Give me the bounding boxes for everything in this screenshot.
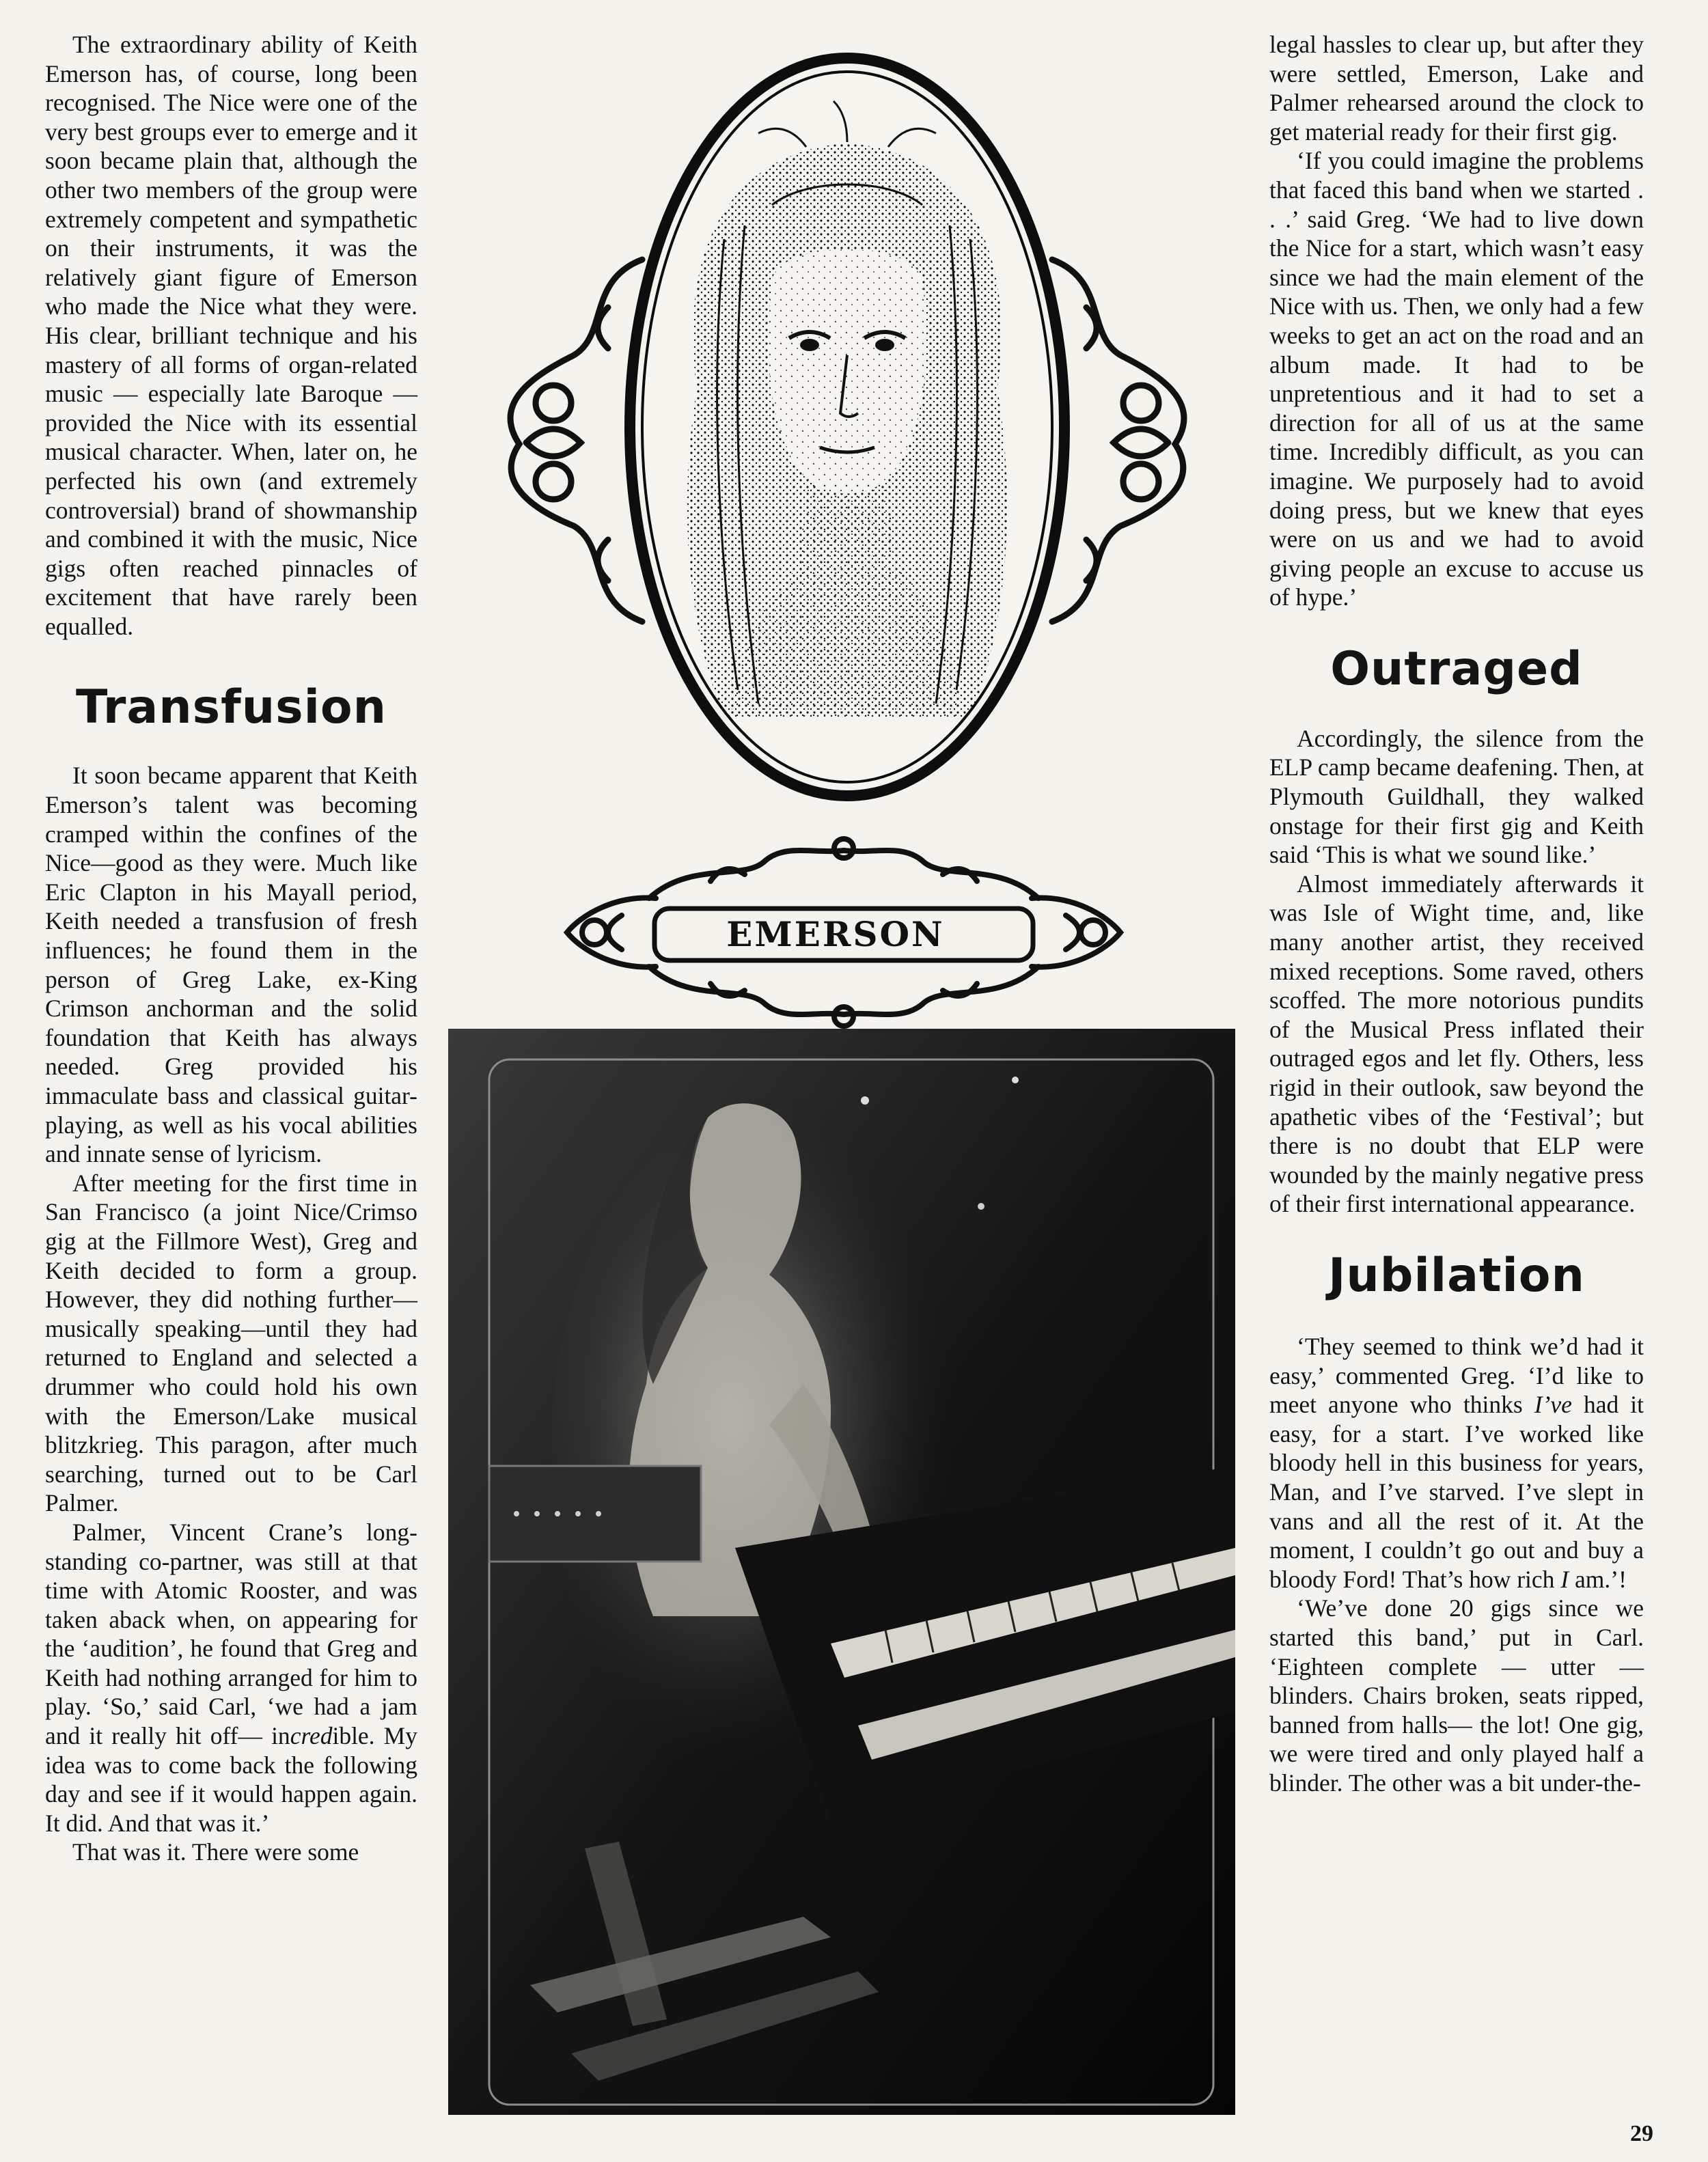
continuation-paragraph-1: legal hassles to clear up, but after they were settled, Emerson, Lake and Palmer rehearsed around the clock to get material ready for their first gig.	[1269, 31, 1644, 145]
continuation-paragraph-2: ‘If you could imagine the problems that faced this band when we started . . .’ said Greg. ‘We had to live down the Nice for a start, which wasn’t easy since we had the main element of the Nice with us. Then, we only had a few weeks to get an act on the road and an album made. It had to be unpretentious and it had to set a direction for all of us at the same time. Incredibly difficult, as you can imagine. We purposely had to avoid doing press, but we knew that eyes were on us and we had to avoid giving people an excuse to accuse us of hype.’	[1269, 147, 1644, 611]
heading-transfusion: Transfusion	[75, 680, 387, 735]
transfusion-paragraph-3	[45, 1518, 417, 1838]
transfusion-paragraph-4: That was it. There were some	[72, 1838, 359, 1866]
jubilation-paragraph-2: ‘We’ve done 20 gigs since we started this band,’ put in Carl. ‘Eighteen complete — utter — blinders. Chairs broken, seats ripped, banned from halls— the lot! One gig, we were tired and only played half a blinder. The other was a bit under-the-	[1269, 1594, 1644, 1797]
text-run: ‘They seemed to think we’d had it easy,’ commented Greg. ‘I’d like to meet anyone who thinks	[1269, 1332, 1644, 1419]
outraged-paragraph-2: Almost immediately afterwards it was Isle of Wight time, and, like many another artist, they received mixed receptions. Some raved, others scoffed. The more notorious pundits of the Musical Press inflated their outraged egos and let fly. Others, less rigid in their outlook, saw beyond the apathetic vibes of the ‘Festival’; but there is no doubt that ELP were wounded by the mainly negative press of their first international appearance.	[1269, 870, 1644, 1218]
text-run: ible. My idea was to come back the following day and see if it would happen again. It did. And that was it.’	[45, 1722, 417, 1837]
portrait-oval-frame	[451, 34, 1243, 833]
stage-photo	[448, 1029, 1235, 2115]
intro-paragraph: The extraordinary ability of Keith Emerson has, of course, long been recognised. The Nice were one of the very best groups ever to emerge and it soon became plain that, although the other two members of the group were extremely competent and sympathetic on their instruments, it was the relatively giant figure of Emerson who made the Nice what they were. His clear, brilliant technique and his mastery of all forms of organ-related music — especially late Baroque — provided the Nice with its essential musical character. When, later on, he perfected his own (and extremely controversial) brand of showmanship and combined it with the music, Nice gigs often reached pinnacles of excitement that have rarely been equalled.	[45, 31, 417, 640]
banner-label: EMERSON	[726, 914, 945, 954]
italic-emphasis: I’ve	[1534, 1391, 1572, 1419]
page-number: 29	[1630, 2121, 1653, 2146]
text-run: am.’!	[1569, 1565, 1627, 1593]
jubilation-paragraph-1	[1269, 1332, 1644, 1594]
heading-outraged: Outraged	[1330, 641, 1583, 696]
text-run: had it easy, for a start. I’ve worked like bloody hell in this business for years, Man, and I’ve starved. I’ve slept in vans and all the rest of it. At the moment, I couldn’t go out and buy a bloody Ford! That’s how rich	[1269, 1391, 1644, 1593]
outraged-paragraph-1: Accordingly, the silence from the ELP camp became deafening. Then, at Plymouth Guildhall, they walked onstage for their first gig and Keith said ‘This is what we sound like.’	[1269, 724, 1644, 869]
right-column	[1269, 30, 1644, 1797]
transfusion-paragraph-1: It soon became apparent that Keith Emerson’s talent was becoming cramped within the confines of the Nice—good as they were. Much like Eric Clapton in his Mayall period, Keith needed a transfusion of fresh influences; he found them in the person of Greg Lake, ex-King Crimson anchorman and the solid foundation that Keith has always needed. Greg provided his immaculate bass and classical guitar-playing, as well as his vocal abilities and innate sense of lyricism.	[45, 762, 417, 1168]
italic-emphasis: cred	[290, 1722, 333, 1750]
left-column	[45, 30, 417, 1867]
italic-emphasis: I	[1560, 1565, 1569, 1593]
transfusion-paragraph-2: After meeting for the first time in San Francisco (a joint Nice/Crimso gig at the Fillmore West), Greg and Keith decided to form a group. However, they did nothing further—musically speaking—until they had returned to England and selected a drummer who could hold his own with the Emerson/Lake musical blitzkrieg. This paragon, after much searching, turned out to be Carl Palmer.	[45, 1169, 417, 1517]
heading-jubilation: Jubilation	[1328, 1248, 1585, 1303]
text-run: Palmer, Vincent Crane’s long-standing co-partner, was still at that time with Atomic Rooster, and was taken aback when, on appearing for the ‘audition’, he found that Greg and Keith had nothing arranged for him to play. ‘So,’ said Carl, ‘we had a jam and it really hit off— in	[45, 1518, 417, 1750]
portrait-illustration	[451, 34, 1243, 833]
